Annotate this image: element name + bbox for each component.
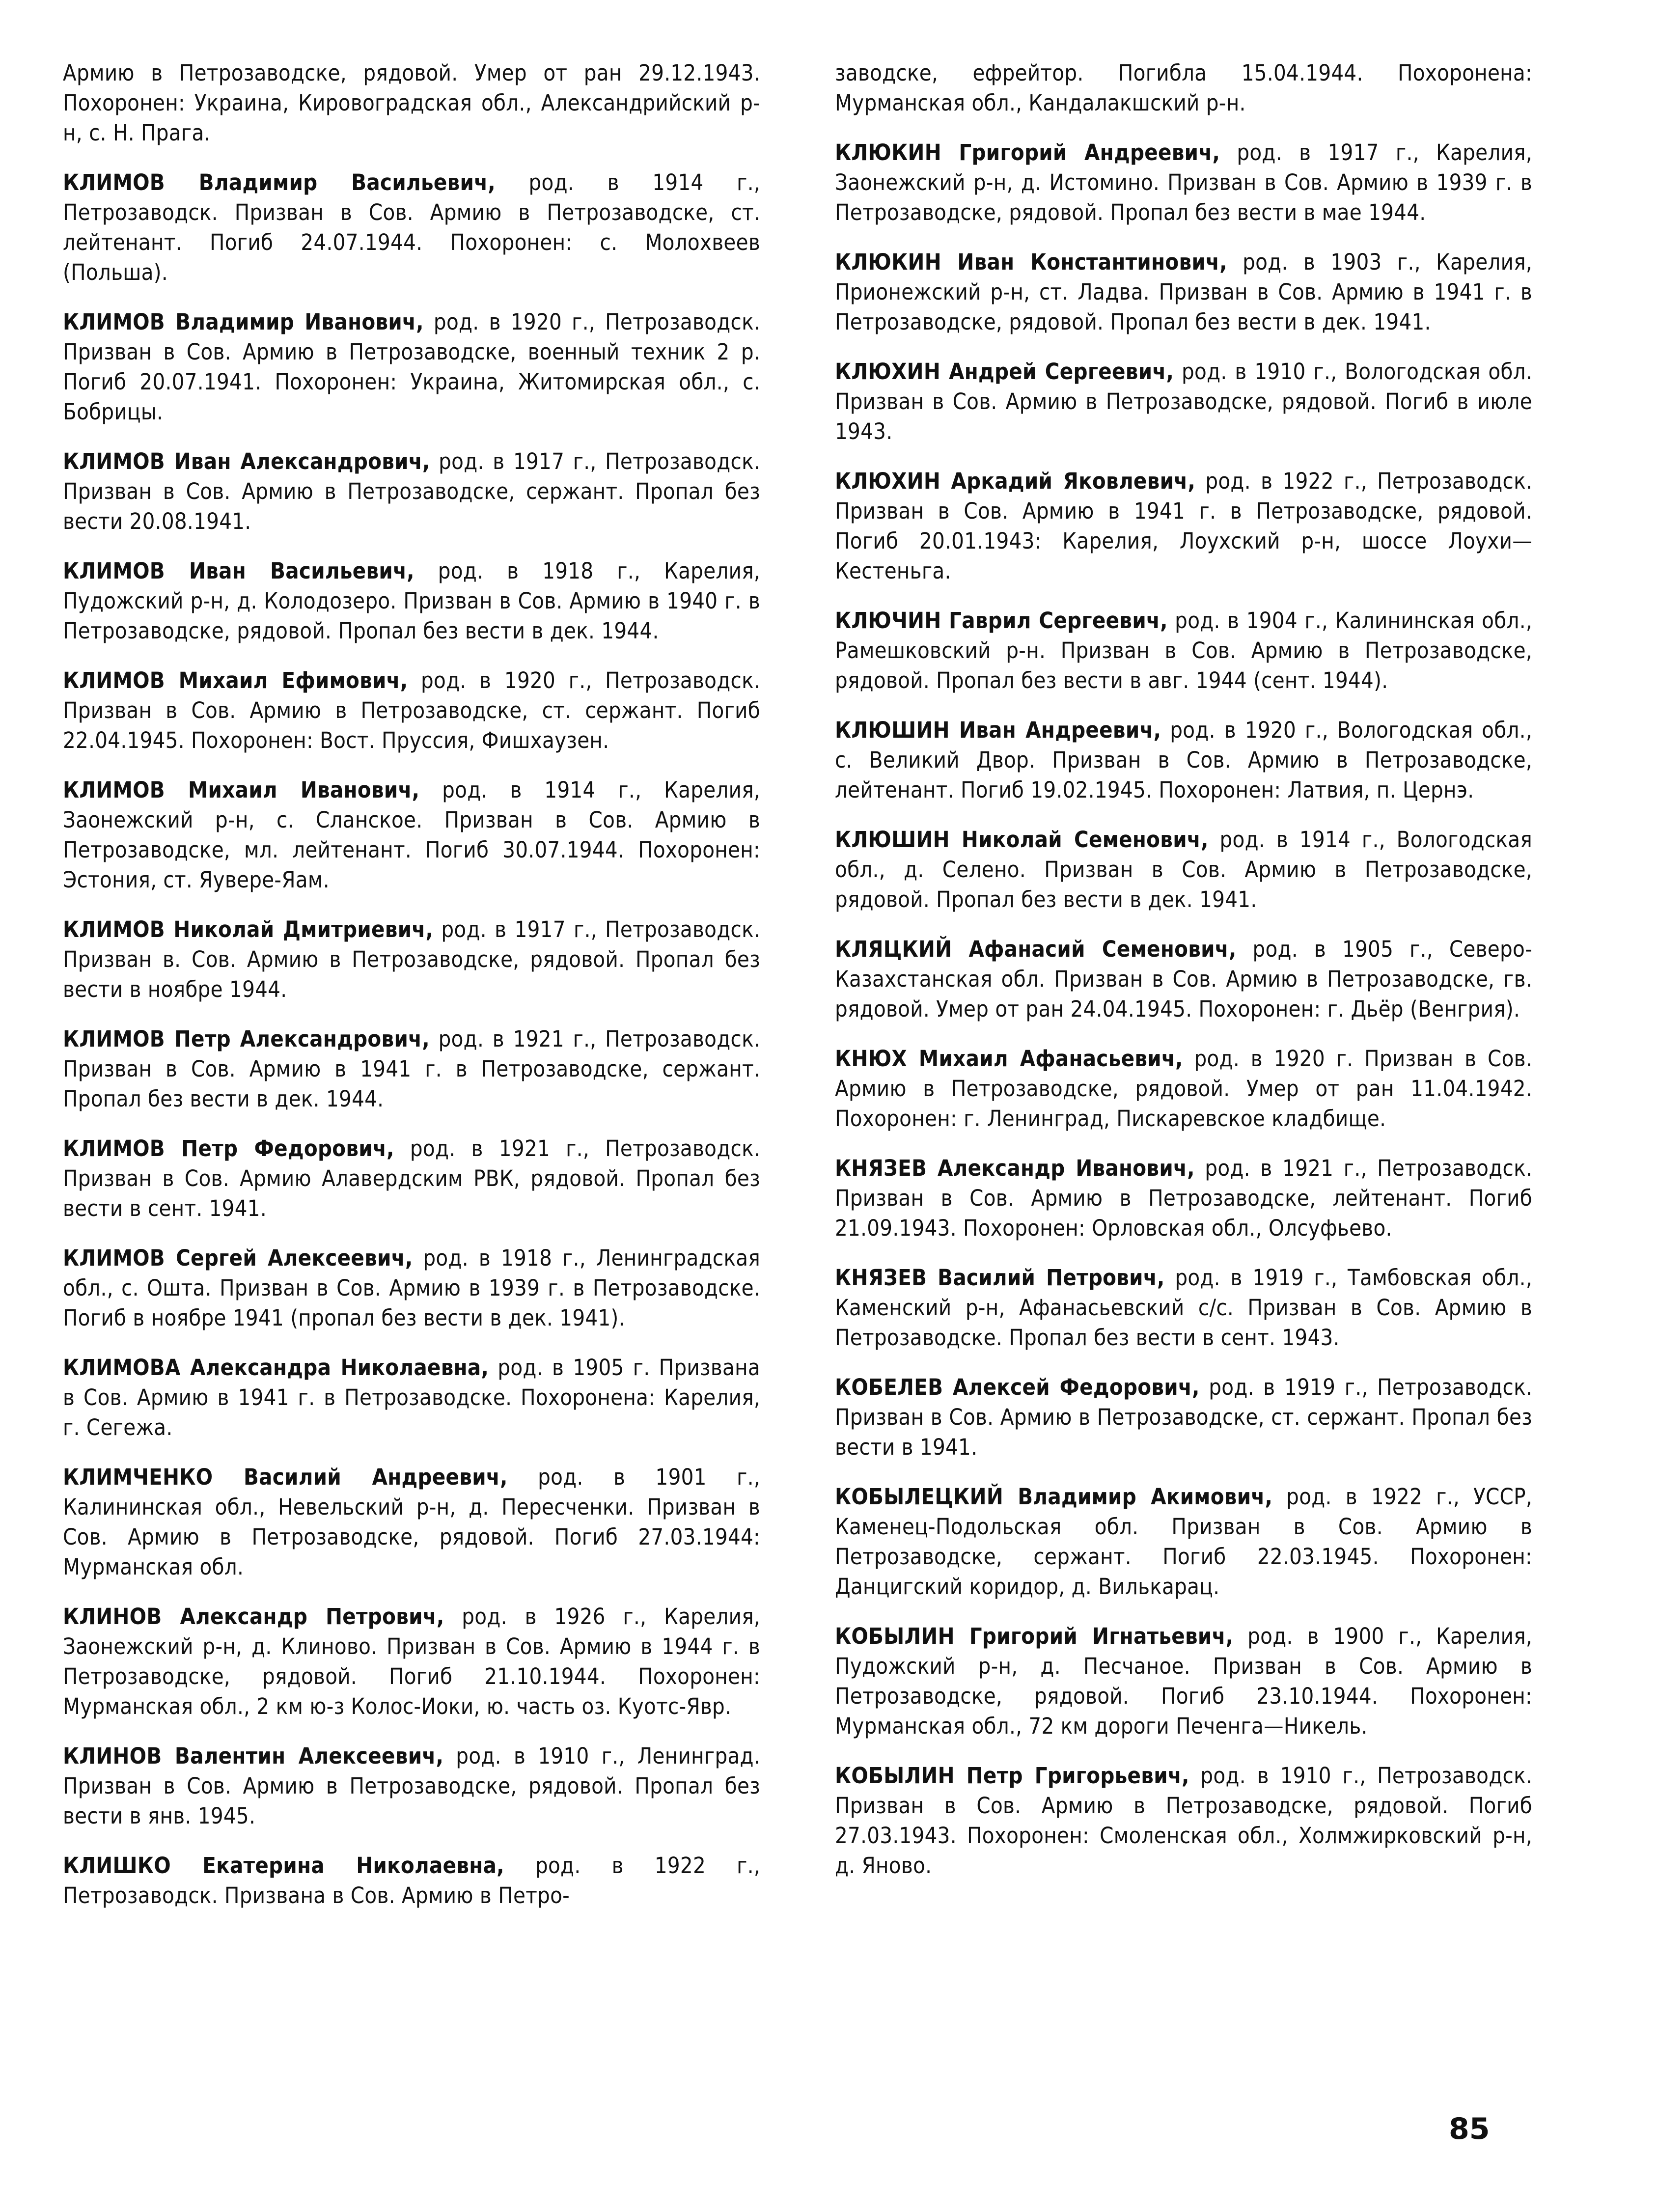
entry-text: род. в 1926 г., Карелия, Заонежский р-н, д. Клиново. Призван в Сов. Армию в 1944 г. в Петрозаводске, рядовой. Погиб 21.10.1944. Похоронен: Мурманская обл., 2 км ю-з Колос-Иоки, ю. часть оз. Куотс-Явр. bbox=[63, 1604, 760, 1719]
entry-text: род. в 1917 г., Петрозаводск. Призван в Сов. Армию в Петрозаводске, сержант. Пропал без вести 20.08.1941. bbox=[63, 448, 760, 534]
register-entry bbox=[63, 58, 760, 148]
register-entry bbox=[835, 1372, 1532, 1462]
entry-text: род. в 1901 г., Калининская обл., Невельский р-н, д. Пересченки. Призван в Сов. Армию в Петрозаводске, рядовой. Погиб 27.03.1944: Мурманская обл. bbox=[63, 1464, 760, 1580]
page-number: 85 bbox=[1449, 2112, 1490, 2146]
register-entry bbox=[63, 1024, 760, 1114]
entry-name: КЛИМОВ Петр Александрович, bbox=[63, 1026, 430, 1052]
register-entry bbox=[835, 1044, 1532, 1134]
register-entry bbox=[63, 1741, 760, 1831]
entry-name: КЛИМОВ Николай Дмитриевич, bbox=[63, 916, 434, 942]
register-entry bbox=[835, 466, 1532, 586]
register-entry bbox=[835, 606, 1532, 695]
register-entry bbox=[835, 1263, 1532, 1353]
entry-name: КЛИМОВ Иван Александрович, bbox=[63, 448, 430, 474]
entry-text: род. в 1914 г., Карелия, Заонежский р-н, с. Сланское. Призван в Сов. Армию в Петрозаводске, мл. лейтенант. Погиб 30.07.1944. Похоронен: Эстония, ст. Яувере-Яам. bbox=[63, 777, 760, 893]
entry-name: КНЯЗЕВ Александр Иванович, bbox=[835, 1155, 1195, 1181]
register-entry bbox=[835, 1621, 1532, 1741]
entry-name: КЛИШКО Екатерина Николаевна, bbox=[63, 1853, 504, 1879]
entry-name: КЛИМОВ Сергей Алексеевич, bbox=[63, 1245, 413, 1271]
register-entry bbox=[63, 1353, 760, 1442]
register-entry bbox=[835, 1153, 1532, 1243]
entry-text: род. в 1920 г., Петрозаводск. Призван в Сов. Армию в Петрозаводске, ст. сержант. Погиб 22.04.1945. Похоронен: Вост. Пруссия, Фишхаузен. bbox=[63, 667, 761, 753]
entry-name: КЛИМЧЕНКО Василий Андреевич, bbox=[63, 1464, 508, 1490]
entry-text: род. в 1917 г., Карелия, Заонежский р-н, д. Истомино. Призван в Сов. Армию в 1939 г. в Петрозаводске, рядовой. Пропал без вести в мае 1944. bbox=[835, 139, 1532, 225]
register-entry bbox=[63, 1851, 760, 1910]
entry-name: КЛЮШИН Николай Семенович, bbox=[835, 827, 1209, 853]
entry-name: КЛИМОВ Михаил Ефимович, bbox=[63, 667, 408, 693]
register-entry bbox=[63, 775, 760, 895]
register-entry bbox=[63, 665, 760, 755]
register-entry bbox=[63, 167, 760, 287]
entry-name: КЛЮКИН Иван Константинович, bbox=[835, 249, 1227, 275]
entry-text: род. в 1921 г., Петрозаводск. Призван в Сов. Армию Алавердским РВК, рядовой. Пропал без вести в сент. 1941. bbox=[63, 1135, 760, 1221]
entry-text: род. в 1914 г., Вологодская обл., д. Селено. Призван в Сов. Армию в Петрозаводске, рядовой. Пропал без вести в дек. 1941. bbox=[835, 827, 1532, 912]
entry-text: Армию в Петрозаводске, рядовой. Умер от ран 29.12.1943. Похоронен: Украина, Кировоградская обл., Александрийский р-н, с. Н. Прага. bbox=[63, 60, 760, 146]
register-entry bbox=[63, 556, 760, 646]
entry-text: род. в 1920 г., Вологодская обл., с. Великий Двор. Призван в Сов. Армию в Петрозаводске, лейтенант. Погиб 19.02.1945. Похоронен: Латвия, п. Цернэ. bbox=[835, 717, 1532, 803]
entry-name: КЛЮЧИН Гаврил Сергеевич, bbox=[835, 608, 1168, 634]
entry-name: КЛЮКИН Григорий Андреевич, bbox=[835, 139, 1220, 166]
entry-name: КЛИМОВ Владимир Иванович, bbox=[63, 309, 424, 335]
register-entry bbox=[63, 914, 760, 1004]
register-entry bbox=[835, 825, 1532, 914]
entry-text: род. в 1922 г., Петрозаводск. Призвана в Сов. Армию в Петро- bbox=[63, 1853, 760, 1908]
entry-name: КОБЕЛЕВ Алексей Федорович, bbox=[835, 1374, 1200, 1400]
entry-text: род. в 1921 г., Петрозаводск. Призван в Сов. Армию в 1941 г. в Петрозаводске, сержант. Пропал без вести в дек. 1944. bbox=[63, 1026, 760, 1112]
entry-name: КЛИМОВ Петр Федорович, bbox=[63, 1135, 394, 1161]
entry-text: род. в 1900 г., Карелия, Пудожский р-н, д. Песчаное. Призван в Сов. Армию в Петрозаводске, рядовой. Погиб 23.10.1944. Похоронен: Мурманская обл., 72 км дороги Печенга—Никель. bbox=[835, 1623, 1532, 1739]
entry-text: род. в 1918 г., Ленинградская обл., с. Ошта. Призван в Сов. Армию в 1939 г. в Петрозаводске. Погиб в ноябре 1941 (пропал без вести в дек. 1941). bbox=[63, 1245, 760, 1331]
register-entry bbox=[835, 1482, 1532, 1602]
entry-text: род. в 1918 г., Карелия, Пудожский р-н, д. Колодозеро. Призван в Сов. Армию в 1940 г. в Петрозаводске, рядовой. Пропал без вести в дек. 1944. bbox=[63, 558, 760, 644]
entry-name: КОБЫЛИН Петр Григорьевич, bbox=[835, 1763, 1189, 1789]
entry-name: КЛИНОВ Александр Петрович, bbox=[63, 1604, 444, 1630]
entry-text: род. в 1922 г., УССР, Каменец-Подольская обл. Призван в Сов. Армию в Петрозаводске, сержант. Погиб 22.03.1945. Похоронен: Данцигский коридор, д. Вилькарац. bbox=[835, 1484, 1532, 1600]
entry-name: КНЮХ Михаил Афанасьевич, bbox=[835, 1046, 1183, 1072]
entry-text: род. в 1921 г., Петрозаводск. Призван в Сов. Армию в Петрозаводске, лейтенант. Погиб 21.09.1943. Похоронен: Орловская обл., Олсуфьево. bbox=[835, 1155, 1532, 1241]
entry-text: род. в 1919 г., Тамбовская обл., Каменский р-н, Афанасьевский с/с. Призван в Сов. Армию в Петрозаводске. Пропал без вести в сент. 1943. bbox=[835, 1265, 1532, 1351]
entry-name: КЛЮШИН Иван Андреевич, bbox=[835, 717, 1161, 743]
entry-text: род. в 1919 г., Петрозаводск. Призван в Сов. Армию в Петрозаводске, ст. сержант. Пропал без вести в 1941. bbox=[835, 1374, 1532, 1460]
entry-text: род. в 1910 г., Петрозаводск. Призван в Сов. Армию в Петрозаводске, рядовой. Погиб 27.03.1943. Похоронен: Смоленская обл., Холмжирковский р-н, д. Яново. bbox=[835, 1763, 1532, 1879]
entry-text: род. в 1920 г., Петрозаводск. Призван в Сов. Армию в Петрозаводске, военный техник 2 р. Погиб 20.07.1941. Похоронен: Украина, Житомирская обл., с. Бобрицы. bbox=[63, 309, 760, 425]
register-entry bbox=[63, 1602, 760, 1721]
register-entry bbox=[63, 446, 760, 536]
entry-text: род. в 1903 г., Карелия, Прионежский р-н, ст. Ладва. Призван в Сов. Армию в 1941 г. в Петрозаводске, рядовой. Пропал без вести в дек. 1941. bbox=[835, 249, 1532, 335]
entry-name: КЛЮХИН Андрей Сергеевич, bbox=[835, 359, 1174, 385]
register-entry bbox=[835, 715, 1532, 805]
entry-text: род. в 1904 г., Калининская обл., Рамешковский р-н. Призван в Сов. Армию в Петрозаводске, рядовой. Пропал без вести в авг. 1944 (сент. 1944). bbox=[835, 608, 1532, 693]
register-entry bbox=[835, 357, 1532, 446]
entry-text: род. в 1910 г., Ленинград. Призван в Сов. Армию в Петрозаводске, рядовой. Пропал без вести в янв. 1945. bbox=[63, 1743, 761, 1829]
entry-text: род. в 1917 г., Петрозаводск. Призван в. Сов. Армию в Петрозаводске, рядовой. Пропал без вести в ноябре 1944. bbox=[63, 916, 760, 1002]
entry-text: род. в 1905 г. Призвана в Сов. Армию в 1941 г. в Петрозаводске. Похоронена: Карелия, г. Сегежа. bbox=[63, 1355, 760, 1440]
entry-name: КЛЮХИН Аркадий Яковлевич, bbox=[835, 468, 1196, 494]
entry-text: род. в 1922 г., Петрозаводск. Призван в Сов. Армию в 1941 г. в Петрозаводске, рядовой. Погиб 20.01.1943: Карелия, Лоухский р-н, шоссе Лоухи—Кестеньга. bbox=[835, 468, 1532, 584]
register-entry bbox=[835, 1761, 1532, 1880]
entry-text: род. в 1920 г. Призван в Сов. Армию в Петрозаводске, рядовой. Умер от ран 11.04.1942. Похоронен: г. Ленинград, Пискаревское кладбище. bbox=[835, 1046, 1532, 1132]
entry-name: КЛИМОВ Михаил Иванович, bbox=[63, 777, 420, 803]
register-entry bbox=[835, 247, 1532, 337]
register-entry bbox=[835, 138, 1532, 227]
entry-name: КЛИМОВА Александра Николаевна, bbox=[63, 1355, 489, 1381]
entry-name: КЛИМОВ Иван Васильевич, bbox=[63, 558, 414, 584]
entry-name: КЛИМОВ Владимир Васильевич, bbox=[63, 169, 496, 195]
entry-text: род. в 1914 г., Петрозаводск. Призван в Сов. Армию в Петрозаводске, ст. лейтенант. Погиб 24.07.1944. Похоронен: с. Молохвеев (Польша). bbox=[63, 169, 761, 285]
left-column bbox=[63, 58, 760, 1930]
register-entry bbox=[835, 58, 1532, 118]
register-entry bbox=[63, 1462, 760, 1582]
entry-name: КЛИНОВ Валентин Алексеевич, bbox=[63, 1743, 444, 1769]
entry-name: КОБЫЛЕЦКИЙ Владимир Акимович, bbox=[835, 1484, 1273, 1510]
register-entry bbox=[63, 1134, 760, 1223]
entry-name: КОБЫЛИН Григорий Игнатьевич, bbox=[835, 1623, 1234, 1649]
register-entry bbox=[63, 1243, 760, 1333]
entry-name: КНЯЗЕВ Василий Петрович, bbox=[835, 1265, 1165, 1291]
entry-name: КЛЯЦКИЙ Афанасий Семенович, bbox=[835, 936, 1237, 962]
entry-text: заводске, ефрейтор. Погибла 15.04.1944. Похоронена: Мурманская обл., Кандалакшский р-н. bbox=[835, 60, 1532, 116]
register-entry bbox=[835, 934, 1532, 1024]
entry-text: род. в 1905 г., Северо-Казахстанская обл. Призван в Сов. Армию в Петрозаводске, гв. рядовой. Умер от ран 24.04.1945. Похоронен: г. Дьёр (Венгрия). bbox=[835, 936, 1532, 1022]
entry-text: род. в 1910 г., Вологодская обл. Призван в Сов. Армию в Петрозаводске, рядовой. Погиб в июле 1943. bbox=[835, 359, 1532, 444]
right-column bbox=[835, 58, 1532, 1900]
register-entry bbox=[63, 307, 760, 427]
